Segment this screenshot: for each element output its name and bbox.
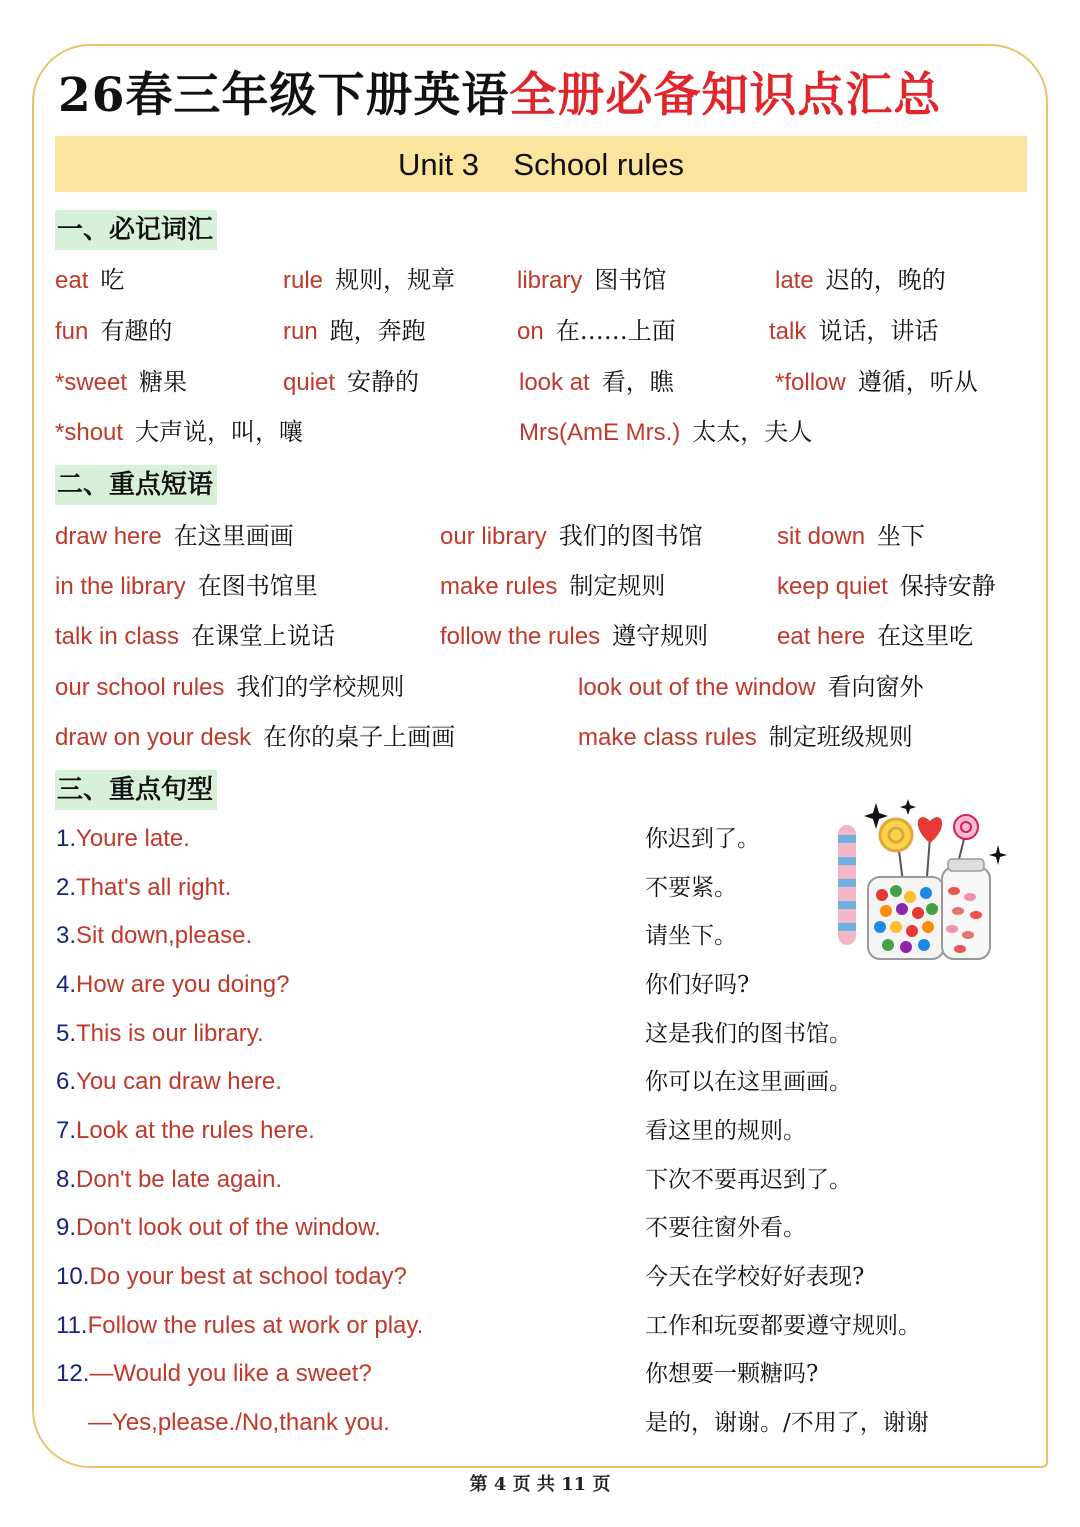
sentence-en: 4.How are you doing? [56, 971, 290, 998]
sentence-en: 7.Look at the rules here. [56, 1117, 315, 1144]
vocab-item: late 迟的，晚的 [775, 266, 946, 294]
phrase-item: look out of the window 看向窗外 [578, 673, 924, 701]
sentence-en: —Yes,please./No,thank you. [88, 1409, 390, 1436]
candy-jar-icon [830, 795, 1010, 970]
vocab-item: library 图书馆 [517, 266, 667, 294]
sentence-zh: 今天在学校好好表现? [645, 1264, 865, 1290]
sentence-en: 3.Sit down,please. [56, 922, 253, 949]
vocab-item: *shout 大声说，叫，嚷 [55, 418, 304, 446]
sentence-zh: 这是我们的图书馆。 [645, 1021, 852, 1047]
phrase-item: draw on your desk 在你的桌子上画画 [55, 723, 456, 751]
vocab-item: on 在……上面 [517, 317, 676, 345]
phrase-item: make class rules 制定班级规则 [578, 723, 913, 751]
phrase-item: talk in class 在课堂上说话 [55, 622, 336, 650]
vocab-item: quiet 安静的 [283, 368, 420, 396]
unit-banner: Unit 3 School rules [55, 136, 1027, 192]
sentence-zh: 你们好吗? [645, 972, 750, 998]
sentence-zh: 是的，谢谢。/不用了，谢谢 [645, 1410, 929, 1436]
sentence-en: 9.Don't look out of the window. [56, 1214, 381, 1241]
page-title [58, 58, 1038, 134]
sentence-zh: 你迟到了。 [645, 826, 760, 852]
sentence-zh: 不要往窗外看。 [645, 1215, 806, 1241]
vocab-item: run 跑，奔跑 [283, 317, 426, 345]
title-part-1: 26春三年级下册英语 [58, 68, 510, 123]
sentence-en: 11.Follow the rules at work or play. [56, 1312, 424, 1339]
sentence-en: 6.You can draw here. [56, 1068, 282, 1095]
phrase-item: make rules 制定规则 [440, 572, 666, 600]
vocab-item: rule 规则，规章 [283, 266, 456, 294]
page-frame [32, 44, 1048, 1468]
phrase-item: our school rules 我们的学校规则 [55, 673, 405, 701]
phrase-item: follow the rules 遵守规则 [440, 622, 709, 650]
section-heading-phrases: 二、重点短语 [55, 465, 217, 505]
vocab-item: eat 吃 [55, 266, 125, 294]
phrase-item: keep quiet 保持安静 [777, 572, 996, 600]
sentence-zh: 不要紧。 [645, 875, 737, 901]
phrase-item: eat here 在这里吃 [777, 622, 974, 650]
phrase-item: sit down 坐下 [777, 522, 926, 550]
sentence-en: 8.Don't be late again. [56, 1166, 283, 1193]
sentence-zh: 你可以在这里画画。 [645, 1069, 852, 1095]
section-heading-vocab: 一、必记词汇 [55, 210, 217, 250]
sentence-en: 2.That's all right. [56, 874, 232, 901]
vocab-item: *follow 遵循，听从 [775, 368, 978, 396]
sentence-en: 5.This is our library. [56, 1020, 264, 1047]
vocab-item: *sweet 糖果 [55, 368, 188, 396]
sentence-en: 1.Youre late. [56, 825, 190, 852]
section-heading-sentences: 三、重点句型 [55, 770, 217, 810]
vocab-item: talk 说话，讲话 [769, 317, 939, 345]
vocab-item: fun 有趣的 [55, 317, 173, 345]
vocab-item: Mrs(AmE Mrs.) 太太，夫人 [519, 418, 813, 446]
phrase-item: in the library 在图书馆里 [55, 572, 318, 600]
phrase-item: our library 我们的图书馆 [440, 522, 703, 550]
phrase-item: draw here 在这里画画 [55, 522, 294, 550]
sentence-zh: 下次不要再迟到了。 [645, 1167, 852, 1193]
sentence-en: 12.—Would you like a sweet? [56, 1360, 372, 1387]
page-footer: 第 4 页 共 11 页 [469, 1474, 611, 1495]
sentence-zh: 请坐下。 [645, 923, 737, 949]
sentence-zh: 工作和玩耍都要遵守规则。 [645, 1313, 921, 1339]
sentence-zh: 你想要一颗糖吗? [645, 1361, 819, 1387]
title-part-2: 全册必备知识点汇总 [509, 68, 942, 123]
sentence-zh: 看这里的规则。 [645, 1118, 806, 1144]
vocab-item: look at 看，瞧 [519, 368, 674, 396]
sentence-en: 10.Do your best at school today? [56, 1263, 407, 1290]
